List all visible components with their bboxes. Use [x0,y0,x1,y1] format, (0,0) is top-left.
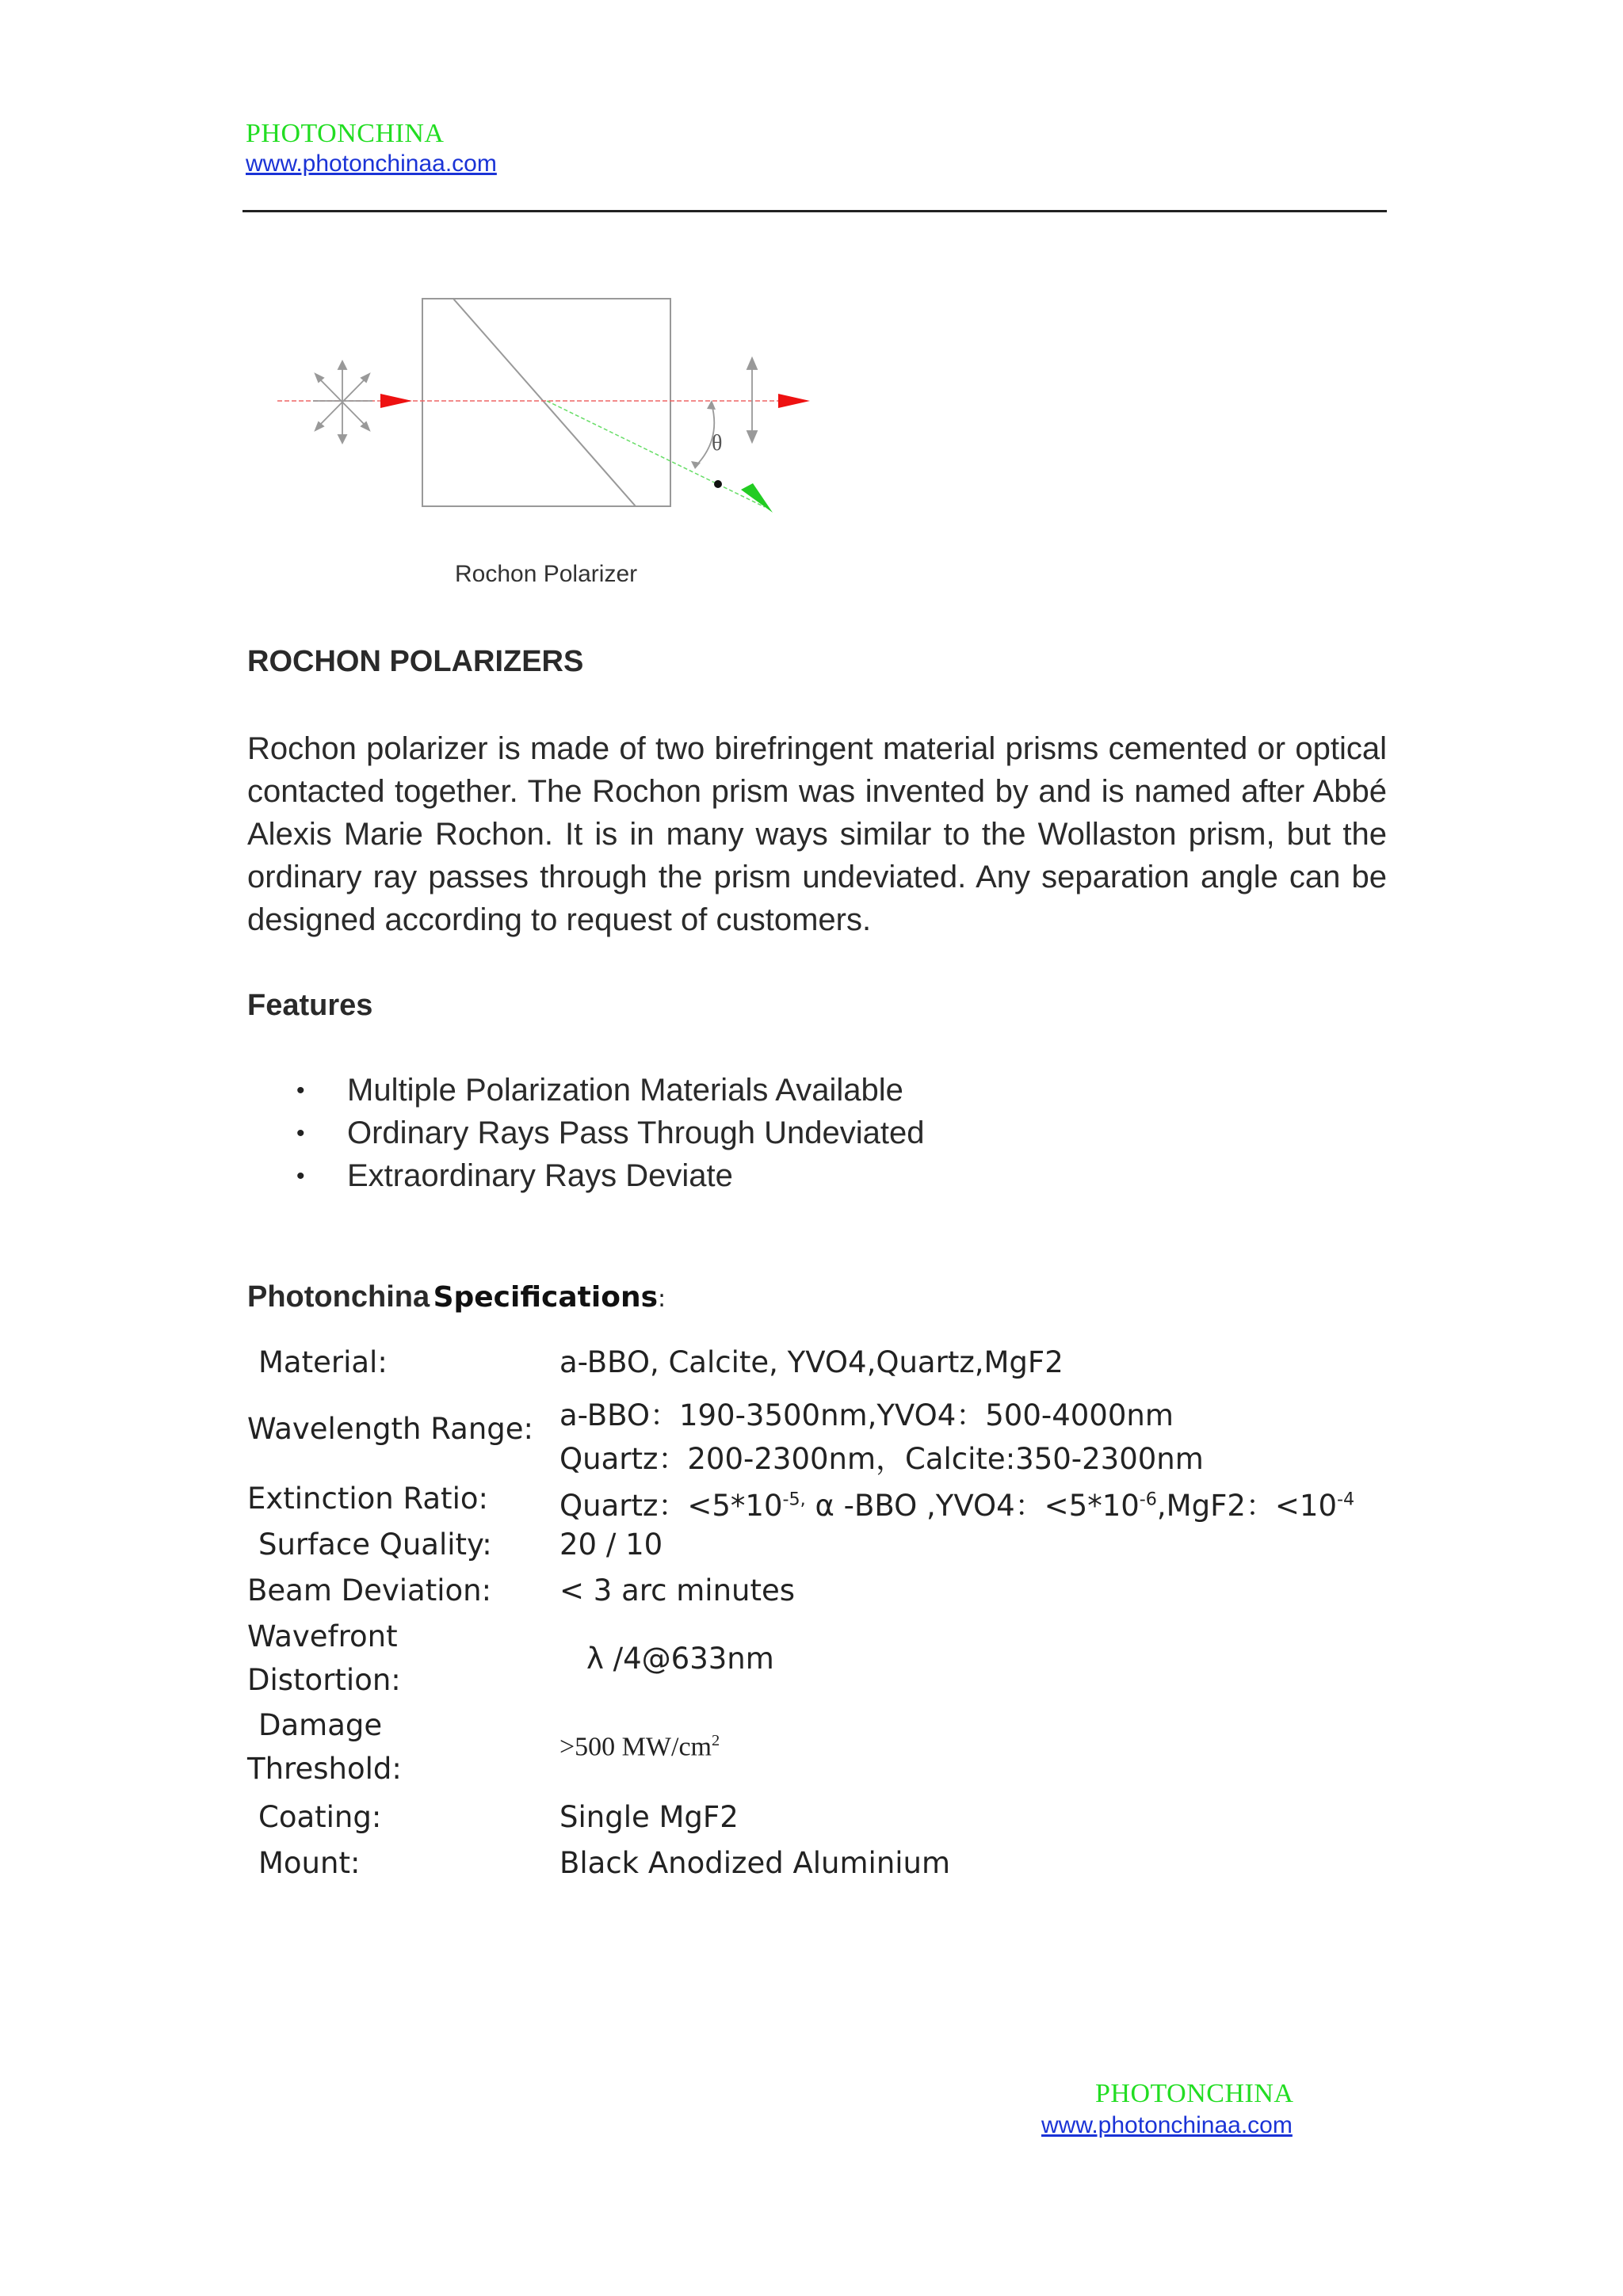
extinction-part-2: α -BBO ,YVO4：<5*10 [805,1489,1140,1523]
specs-heading-label: Specifications [433,1281,659,1314]
page-title: ROCHON POLARIZERS [247,645,584,678]
spec-coating-value: Single MgF2 [559,1800,739,1834]
input-ray-arrowhead [380,394,412,408]
bullet-icon: • [296,1163,305,1189]
specs-heading [247,1280,666,1314]
damage-value-sup: 2 [711,1732,720,1749]
output-extraordinary-arrowhead [741,483,773,513]
polarization-dot [714,480,722,488]
feature-item-3: Extraordinary Rays Deviate [347,1158,733,1193]
prism-interface-line [453,299,636,506]
spec-wavefront-label-1: Wavefront [247,1619,398,1653]
spec-wavelength-label: Wavelength Range: [247,1412,533,1446]
unpolarized-star-symbol [313,361,372,443]
spec-mount-value: Black Anodized Aluminium [559,1846,951,1880]
figure-caption: Rochon Polarizer [455,561,638,587]
extinction-sup-1: -5, [782,1489,806,1510]
spec-mount-label: Mount: [258,1846,361,1880]
output-ordinary-arrowhead [778,394,810,408]
header-brand: PHOTONCHINA [246,119,445,148]
spec-coating-label: Coating: [258,1800,382,1834]
specs-heading-brand: Photonchina [247,1280,430,1314]
rochon-polarizer-diagram [277,285,832,602]
features-heading: Features [247,989,373,1022]
header-url-link[interactable]: www.photonchinaa.com [246,151,497,177]
spec-damage-label-1: Damage [258,1708,383,1742]
prism-outline [422,299,670,506]
spec-extinction-value [559,1482,1354,1524]
spec-damage-value [559,1732,720,1762]
spec-material-value: a-BBO, Calcite, YVO4,Quartz,MgF2 [559,1345,1064,1379]
spec-extinction-label: Extinction Ratio: [247,1482,488,1516]
description-paragraph: Rochon polarizer is made of two birefringent material prisms cemented or optical contacted together. The Rochon prism was invented by and is named after Abbé Alexis Marie Rochon. It is in many ways similar to the Wollaston prism, but the ordinary ray passes through the prism undeviated. Any separation angle can be designed according to request of customers. [247,731,1387,937]
specs-heading-colon: : [658,1285,666,1313]
bullet-icon: • [296,1120,305,1146]
spec-wavefront-label-2: Distortion: [247,1663,401,1697]
spec-surface-label: Surface Quality: [258,1527,492,1562]
spec-beam-label: Beam Deviation: [247,1573,492,1608]
extinction-sup-2: -6 [1139,1489,1157,1510]
footer-brand: PHOTONCHINA [1095,2079,1294,2108]
footer-url-link[interactable]: www.photonchinaa.com [1041,2112,1293,2138]
vertical-polarization-arrow [747,358,757,442]
extinction-part-3: ,MgF2：<10 [1156,1489,1337,1523]
damage-value-text: >500 MW/cm [559,1732,712,1762]
extinction-part-1: Quartz：<5*10 [559,1489,783,1523]
spec-damage-label-2: Threshold: [247,1752,402,1786]
spec-material-label: Material: [258,1345,388,1379]
header-divider [242,210,1387,212]
spec-wavelength-line2: Quartz：200-2300nm，Calcite:350-2300nm [559,1442,1204,1476]
spec-wavefront-value: λ /4@633nm [586,1642,774,1676]
theta-label: θ [712,431,723,456]
spec-surface-value: 20 / 10 [559,1527,663,1562]
bullet-icon: • [296,1077,305,1104]
extinction-sup-3: -4 [1336,1489,1355,1510]
spec-wavelength-line1: a-BBO：190-3500nm,YVO4：500-4000nm [559,1398,1174,1432]
feature-item-1: Multiple Polarization Materials Available [347,1073,903,1108]
extraordinary-ray-line [547,401,765,507]
spec-beam-value: < 3 arc minutes [559,1573,796,1608]
feature-item-2: Ordinary Rays Pass Through Undeviated [347,1116,925,1150]
